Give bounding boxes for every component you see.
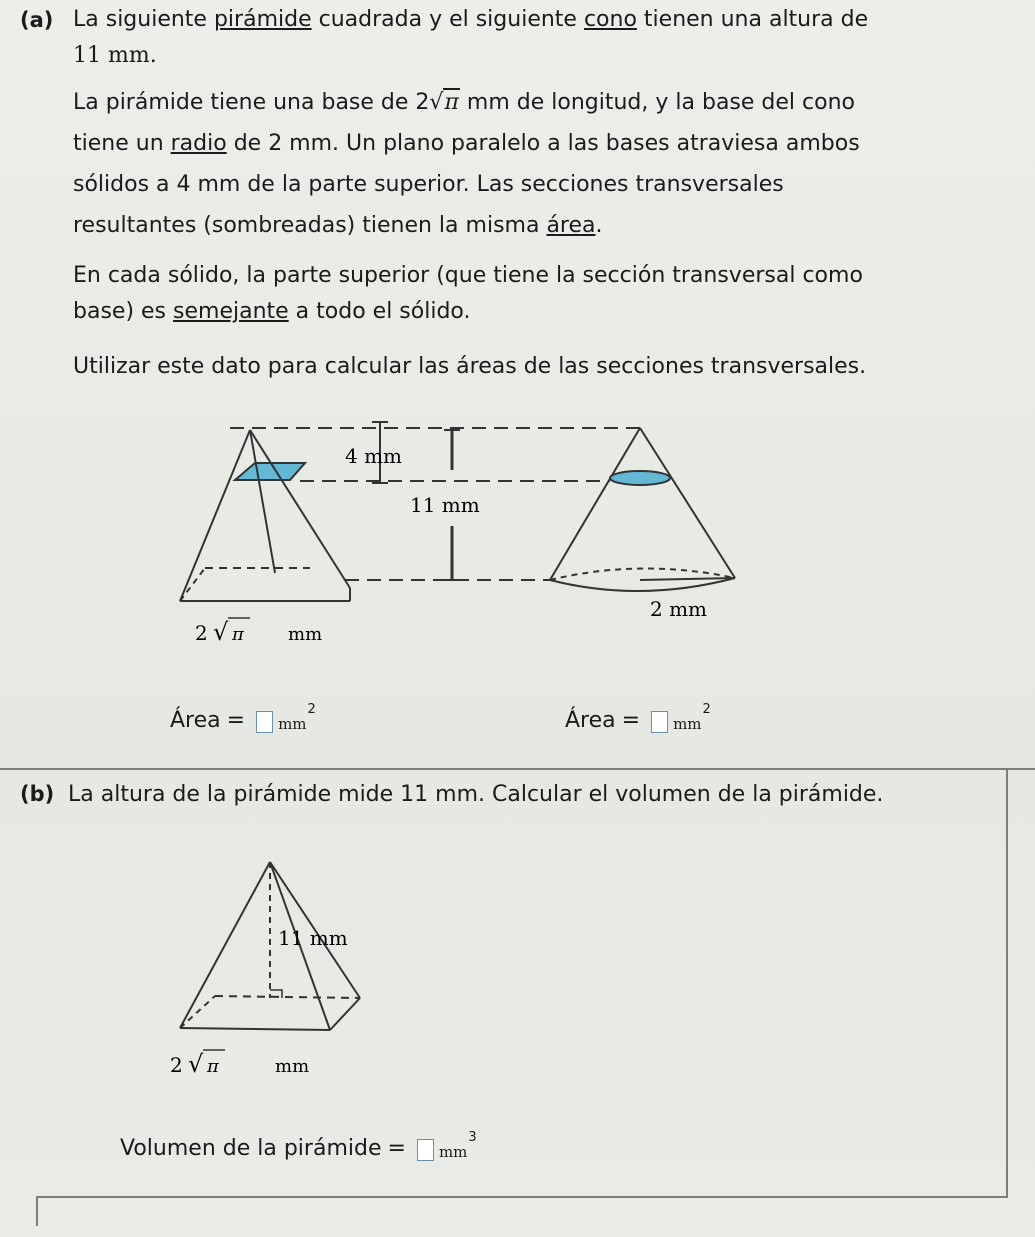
base-unit-b: mm [275, 1056, 310, 1077]
volume-input[interactable] [417, 1139, 434, 1161]
sqrt-symbol-b: √ [188, 1050, 204, 1078]
bottom-rule [36, 1196, 1006, 1198]
top-distance-label: 4 mm [345, 444, 403, 468]
area-cone-row: Área = mm 2 [565, 702, 711, 733]
pyramid-cross-section [235, 463, 305, 480]
right-border [1006, 768, 1008, 1198]
area-pyramid-row: Área = mm 2 [170, 702, 316, 733]
sqrt-symbol: √ [213, 618, 229, 646]
similar-link[interactable]: semejante [173, 299, 289, 324]
dimensions-paragraph: La pirámide tiene una base de 2√π mm de longitud, y la base del cono tiene un radio de 2 mm. Un plano paralelo a las bases atraviesa ambos sólidos a 4 mm de la parte superior. Las secciones transversales resultantes (sombreadas) tienen la misma área. [73, 82, 973, 246]
separator-a-b [0, 768, 1035, 770]
pyramid-base-unit: mm [288, 624, 323, 645]
intro-paragraph: La siguiente pirámide cuadrada y el siguiente cono tienen una altura de 11 mm. [73, 7, 869, 68]
part-b-text: La altura de la pirámide mide 11 mm. Calcular el volumen de la pirámide. [68, 782, 884, 807]
pyramid-figure-b [160, 850, 420, 1100]
height-label: 11 mm [410, 493, 480, 517]
base-coef-b: 2 [170, 1053, 183, 1077]
pyramid-base-rad: π [232, 624, 244, 645]
similarity-paragraph: En cada sólido, la parte superior (que tiene la sección transversal como base) es semejante a todo el sólido. [73, 263, 863, 324]
area-link[interactable]: área [546, 213, 596, 238]
bottom-rule-tick [36, 1196, 38, 1226]
area-pyramid-input[interactable] [256, 711, 273, 733]
sqrt-pi-expression: 2√π [415, 90, 459, 115]
base-rad-b: π [207, 1056, 219, 1077]
cone-radius-label: 2 mm [650, 597, 708, 621]
cone-link[interactable]: cono [583, 7, 637, 32]
pyramid-cone-figure [150, 408, 910, 648]
instruction-text: Utilizar este dato para calcular las áreas de las secciones transversales. [73, 354, 867, 379]
area-cone-input[interactable] [651, 711, 668, 733]
pyramid-link[interactable]: pirámide [213, 7, 312, 32]
cone-shape [550, 428, 735, 591]
radius-link[interactable]: radio [170, 131, 227, 156]
pyramid-shape [180, 430, 350, 601]
cone-cross-section [610, 471, 670, 485]
volume-row: Volumen de la pirámide = mm 3 [120, 1130, 477, 1161]
pyramid-base-coef: 2 [195, 621, 208, 645]
part-a-label: (a) [20, 8, 54, 32]
height-label-b: 11 mm [278, 926, 348, 950]
part-b-label: (b) [20, 782, 55, 806]
